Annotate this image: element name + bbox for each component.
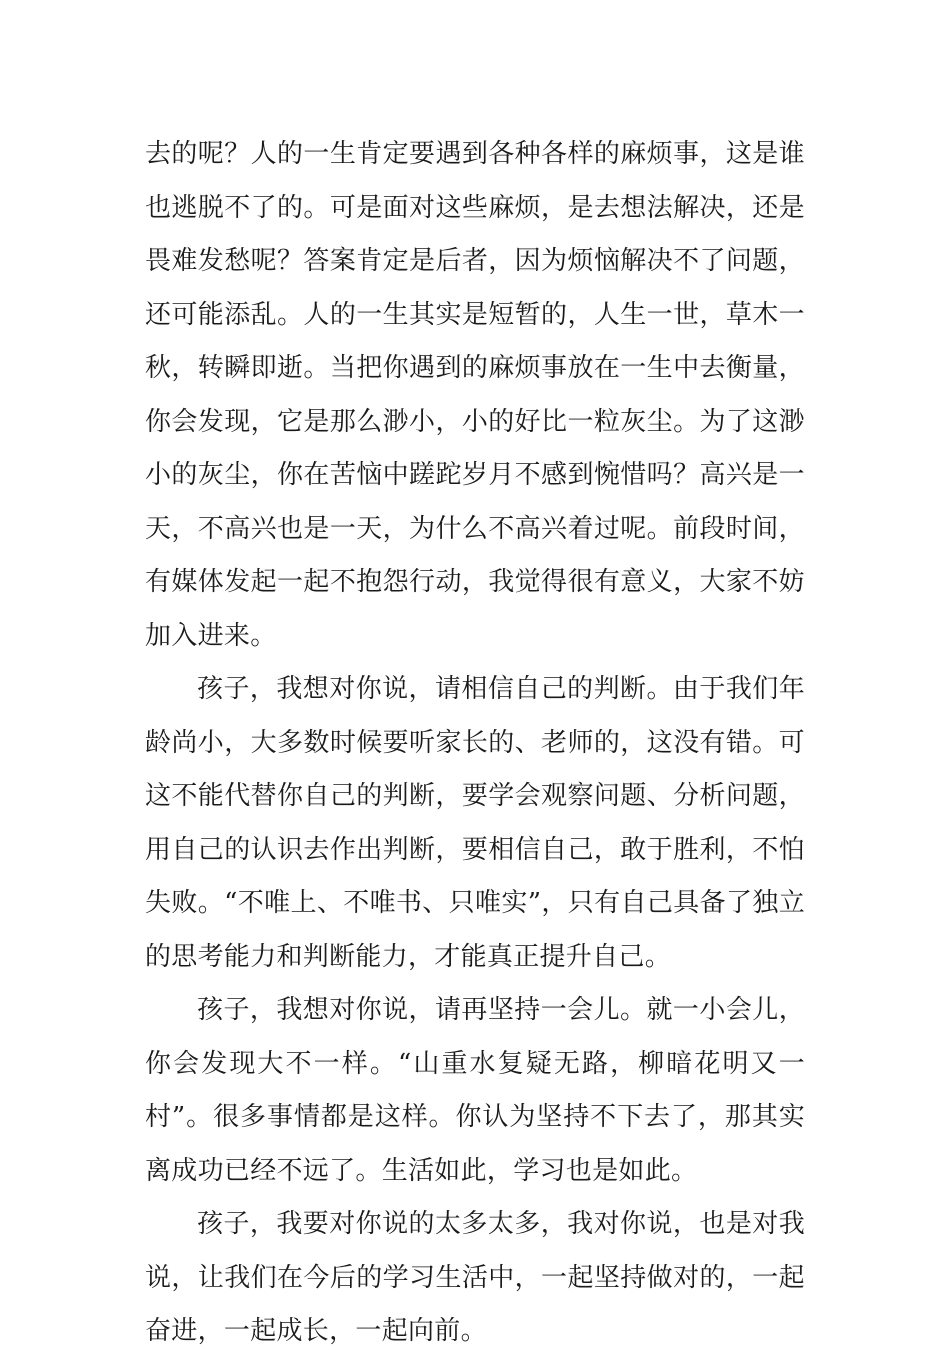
paragraph-closing: 孩子，我要对你说的太多太多，我对你说，也是对我说，让我们在今后的学习生活中，一起坚持做对的，一起奋进，一起成长，一起向前。 bbox=[145, 1209, 805, 1346]
paragraph-continued: 去的呢？人的一生肯定要遇到各种各样的麻烦事，这是谁也逃脱不了的。可是面对这些麻烦，是去想法解决，还是畏难发愁呢？答案肯定是后者，因为烦恼解决不了问题，还可能添乱。人的一生其实是短暂的，人生一世，草木一秋，转瞬即逝。当把你遇到的麻烦事放在一生中去衡量，你会发现，它是那么渺小，小的好比一粒灰尘。为了这渺小的灰尘，你在苦恼中蹉跎岁月不感到惋惜吗？高兴是一天，不高兴也是一天，为什么不高兴着过呢。前段时间，有媒体发起一起不抱怨行动，我觉得很有意义，大家不妨加入进来。 bbox=[145, 139, 805, 651]
paragraph-trust-your-judgment: 孩子，我想对你说，请相信自己的判断。由于我们年龄尚小，大多数时候要听家长的、老师的，这没有错。可这不能代替你自己的判断，要学会观察问题、分析问题，用自己的认识去作出判断，要相信自己，敢于胜利，不怕失败。“不唯上、不唯书、只唯实”，只有自己具备了独立的思考能力和判断能力，才能真正提升自己。 bbox=[145, 674, 805, 972]
document-body bbox=[145, 128, 805, 1359]
paragraph-keep-persisting: 孩子，我想对你说，请再坚持一会儿。就一小会儿，你会发现大不一样。“山重水复疑无路，柳暗花明又一村”。很多事情都是这样。你认为坚持不下去了，那其实离成功已经不远了。生活如此，学习也是如此。 bbox=[145, 995, 805, 1186]
